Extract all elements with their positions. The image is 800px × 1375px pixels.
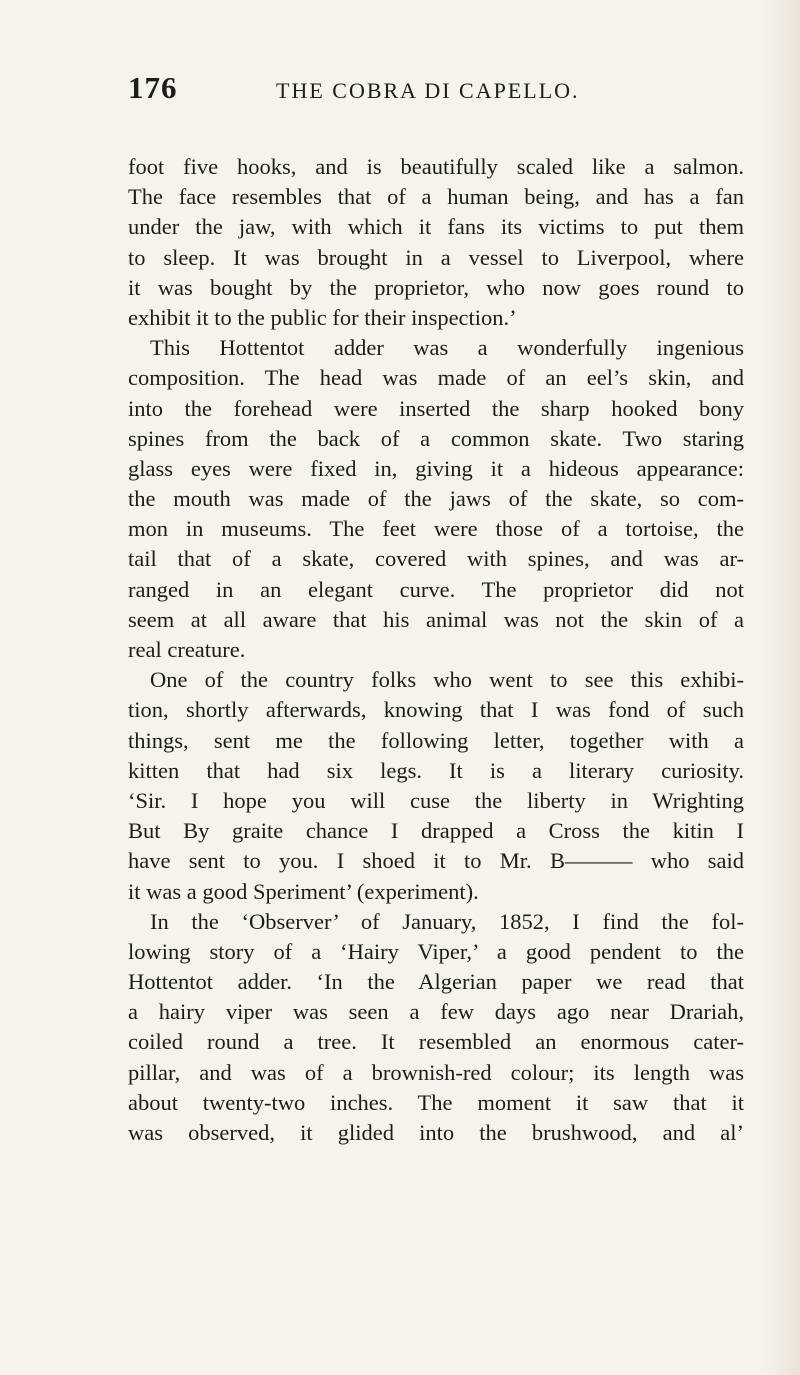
text-line: things, sent me the following letter, together with a <box>128 727 744 753</box>
text-line: to sleep. It was brought in a vessel to Liverpool, where <box>128 244 744 270</box>
text-line: mon in museums. The feet were those of a tortoise, the <box>128 516 744 542</box>
text-line: tail that of a skate, covered with spines, and was ar- <box>128 546 744 572</box>
page-number: 176 <box>128 70 178 105</box>
text-line: composition. The head was made of an eel’s skin, and <box>128 365 744 391</box>
text-line: coiled round a tree. It resembled an enormous cater- <box>128 1029 744 1055</box>
paragraph-start-line: One of the country folks who went to see this exhibi- <box>150 667 744 693</box>
text-line: foot five hooks, and is beautifully scaled like a salmon. <box>128 154 744 179</box>
text-line: seem at all aware that his animal was not the skin of a <box>128 606 744 632</box>
text-line: the mouth was made of the jaws of the skate, so com- <box>128 486 744 512</box>
page-edge-shadow <box>760 0 800 1375</box>
text-line: it was bought by the proprietor, who now goes round to <box>128 274 744 300</box>
text-line: into the forehead were inserted the sharp hooked bony <box>128 395 744 421</box>
text-line: The face resembles that of a human being, and has a fan <box>128 184 744 210</box>
running-title: THE COBRA DI CAPELLO. <box>276 78 580 103</box>
body-text <box>128 152 744 1148</box>
text-line: ranged in an elegant curve. The proprietor did not <box>128 576 744 602</box>
running-head <box>128 70 748 110</box>
text-line: under the jaw, with which it fans its victims to put them <box>128 214 744 240</box>
text-line: glass eyes were fixed in, giving it a hideous appearance: <box>128 455 744 481</box>
text-line: ‘Sir. I hope you will cuse the liberty in Wrighting <box>128 787 744 813</box>
text-line: But By graite chance I drapped a Cross the kitin I <box>128 818 744 844</box>
text-line: a hairy viper was seen a few days ago near Drariah, <box>128 999 744 1025</box>
text-line: was observed, it glided into the brushwood, and al’ <box>128 1120 744 1145</box>
text-line: spines from the back of a common skate. Two staring <box>128 425 744 451</box>
text-line: it was a good Speriment’ (experiment). <box>128 878 479 904</box>
text-line: about twenty-two inches. The moment it saw that it <box>128 1089 744 1115</box>
paragraph-start-line: This Hottentot adder was a wonderfully ingenious <box>150 335 744 361</box>
text-line: exhibit it to the public for their inspection.’ <box>128 304 517 330</box>
text-line: pillar, and was of a brownish-red colour; its length was <box>128 1059 744 1085</box>
text-line: Hottentot adder. ‘In the Algerian paper we read that <box>128 969 744 995</box>
text-line: tion, shortly afterwards, knowing that I was fond of such <box>128 697 744 723</box>
text-line: lowing story of a ‘Hairy Viper,’ a good pendent to the <box>128 938 744 964</box>
paragraph-start-line: In the ‘Observer’ of January, 1852, I find the fol- <box>150 908 744 934</box>
text-line: have sent to you. I shoed it to Mr. B——— who said <box>128 848 744 874</box>
text-line: kitten that had six legs. It is a literary curiosity. <box>128 757 744 783</box>
text-line: real creature. <box>128 637 246 662</box>
